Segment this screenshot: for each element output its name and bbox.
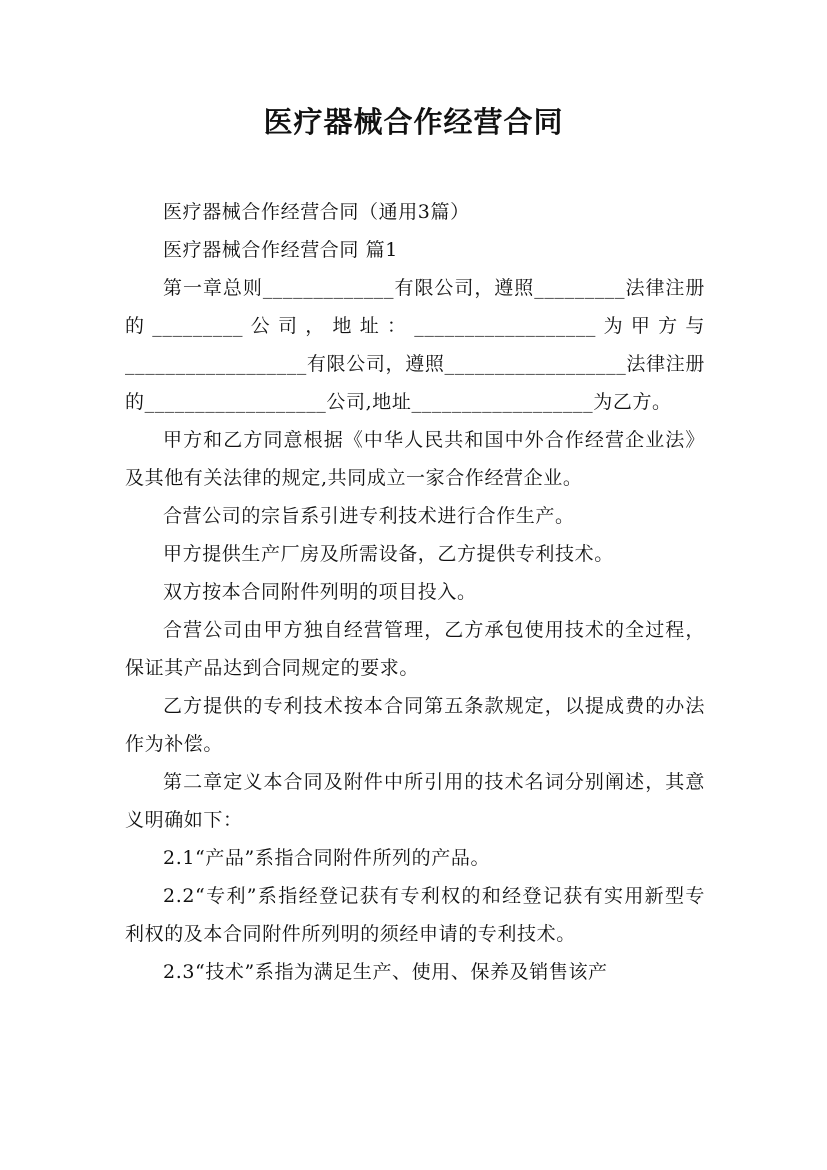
document-title: 医疗器械合作经营合同 [263, 105, 564, 139]
paragraph-definition-patent: 2.2“专利”系指经登记获有专利权的和经登记获有实用新型专利权的及本合同附件所列明的须经申请的专利技术。 [125, 885, 705, 945]
paragraph-section-heading: 医疗器械合作经营合同 篇1 [163, 239, 398, 261]
document-body [125, 193, 705, 991]
paragraph-chapter-one-parties: 第一章总则_____________有限公司，遵照_________法律注册的_________公司，地址：__________________为甲方与__________________有限公司，遵照__________________法律注册的__________________公司,地址__________________为乙方。 [125, 277, 705, 413]
paragraph-compensation: 乙方提供的专利技术按本合同第五条款规定，以提成费的办法作为补偿。 [125, 695, 705, 755]
paragraph-subtitle: 医疗器械合作经营合同（通用3篇） [163, 201, 470, 223]
paragraph-contributions: 甲方提供生产厂房及所需设备，乙方提供专利技术。 [163, 543, 614, 565]
paragraph-definition-technology: 2.3“技术”系指为满足生产、使用、保养及销售该产 [163, 961, 608, 983]
paragraph-definition-product: 2.1“产品”系指合同附件所列的产品。 [163, 847, 491, 869]
paragraph-agreement-basis: 甲方和乙方同意根据《中华人民共和国中外合作经营企业法》及其他有关法律的规定,共同成立一家合作经营企业。 [125, 429, 705, 489]
paragraph-chapter-two-definitions: 第二章定义本合同及附件中所引用的技术名词分别阐述，其意义明确如下： [125, 771, 705, 831]
paragraph-management: 合营公司由甲方独自经营管理，乙方承包使用技术的全过程，保证其产品达到合同规定的要求。 [125, 619, 705, 679]
paragraph-investment: 双方按本合同附件列明的项目投入。 [163, 581, 477, 603]
paragraph-purpose: 合营公司的宗旨系引进专利技术进行合作生产。 [163, 505, 575, 527]
